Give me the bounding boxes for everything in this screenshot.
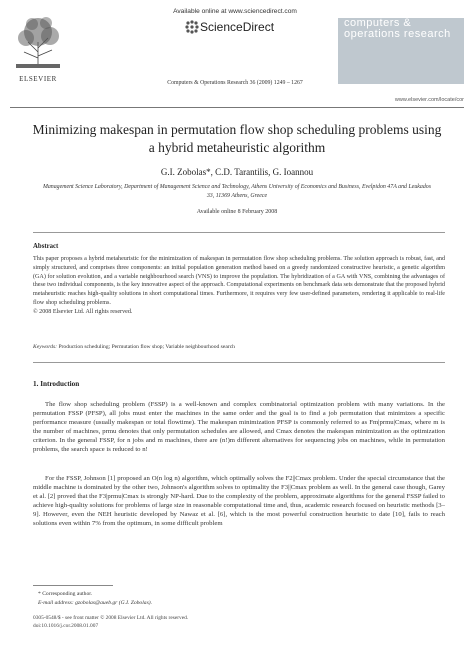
abstract-body	[33, 255, 445, 317]
author-affiliation: Management Science Laboratory, Department of Management Science and Technology, Athens University of Economics and Business, Evelpidon 47A and Leukados 33, 11369 Athens, Greece	[42, 184, 432, 199]
section-heading-introduction: 1. Introduction	[33, 380, 80, 388]
intro-paragraph-1: The flow shop scheduling problem (FSSP) is a well-known and complex combinatorial optimization problem with many variations. In the permutation FSSP (PFSP), all jobs must enter the machines in the same order and the goal is to find a job permutation that minimizes a specific performance measure (usually makespan or total flowtime). The makespan minimization PFSP is commonly referred to as Fm|prmu|Cmax, where m is the number of machines, prmu denotes that only permutation schedules are allowed, and Cmax denotes the makespan minimization as the optimization criterion. In the general FSSP, for n jobs and m machines, there are (n!)m different alternatives for sequencing jobs on machines, while in permutation problems, the search space is reduced to n!	[33, 401, 445, 454]
doi-line[interactable]: doi:10.1016/j.cor.2008.01.007	[33, 623, 99, 629]
journal-cover-title: computers & operations research	[344, 17, 451, 40]
intro-paragraph-2: For the FSSP, Johnson [1] proposed an O(n log n) algorithm, which optimally solves the F2||Cmax problem. Under the special circumstance that the middle machine is dominated by the other two, Johnson's algorithm solves to optimality the F3||Cmax problem as well. In the general case though, Garey et al. [2] proved that the F3|prmu|Cmax is strongly NP-hard. Due to the complexity of the problem, approximate algorithms for the general FSSP failed to achieve high-quality solutions for problems of large size in reasonable computational time and, thus, academic research focused on heuristic methods [3–9]. However, even the NEH heuristic developed by Nawaz et al. [6], which is the most powerful construction heuristic to date [10], fails to reach solutions even within 7% from the optimum, in some difficult problem	[33, 475, 445, 528]
keywords-label: Keywords:	[33, 344, 58, 350]
journal-url[interactable]: www.elsevier.com/locate/cor	[394, 97, 464, 103]
header-divider	[10, 107, 464, 108]
keywords-list: Production scheduling; Permutation flow shop; Variable neighbourhood search	[58, 344, 235, 350]
footnote-email[interactable]: E-mail address: gzobolas@aueb.gr (G.I. Zobolas).	[38, 600, 153, 606]
issn-line: 0305-0548/$ - see front matter © 2008 Elsevier Ltd. All rights reserved.	[33, 615, 189, 621]
available-online-date: Available online 8 February 2008	[196, 209, 278, 215]
abstract-divider-top	[33, 232, 445, 233]
elsevier-tree-logo	[12, 12, 64, 70]
abstract-divider-bottom	[33, 362, 445, 363]
journal-citation: Computers & Operations Research 36 (2009) 1249 – 1267	[167, 80, 303, 86]
available-online-line[interactable]: Available online at www.sciencedirect.com	[173, 8, 297, 15]
article-title: Minimizing makespan in permutation flow shop scheduling problems using a hybrid metaheuristic algorithm	[32, 122, 442, 155]
author-list: G.I. Zobolas*, C.D. Tarantilis, G. Ioannou	[160, 167, 314, 177]
publisher-name: ELSEVIER	[19, 75, 57, 83]
footnote-rule	[33, 585, 113, 586]
footnote-corresponding: * Corresponding author.	[38, 591, 93, 597]
abstract-heading: Abstract	[33, 243, 59, 250]
abstract-copyright: © 2008 Elsevier Ltd. All rights reserved.	[33, 308, 133, 315]
sciencedirect-brand: ScienceDirect	[200, 20, 275, 34]
sciencedirect-icon	[184, 19, 200, 40]
keywords-line	[33, 344, 445, 350]
abstract-text: This paper proposes a hybrid metaheuristic for the minimization of makespan in permutation flow shop scheduling problems. The solution approach is robust, fast, and simply structured, and comprises three components: an initial population generation method based on a greedy randomized constructive heuristic, a genetic algorithm (GA) for solution evolution, and a variable neighbourhood search (VNS) to improve the population. The hybridization of a GA with VNS, combining the advantages of these two individual components, is the key innovative aspect of the approach. Computational experiments on benchmark data sets demonstrate that the proposed hybrid metaheuristic reaches high-quality solutions in short computational times. Furthermore, it requires very few user-defined parameters, rendering it applicable to real-life flow shop scheduling problems.	[33, 256, 445, 306]
